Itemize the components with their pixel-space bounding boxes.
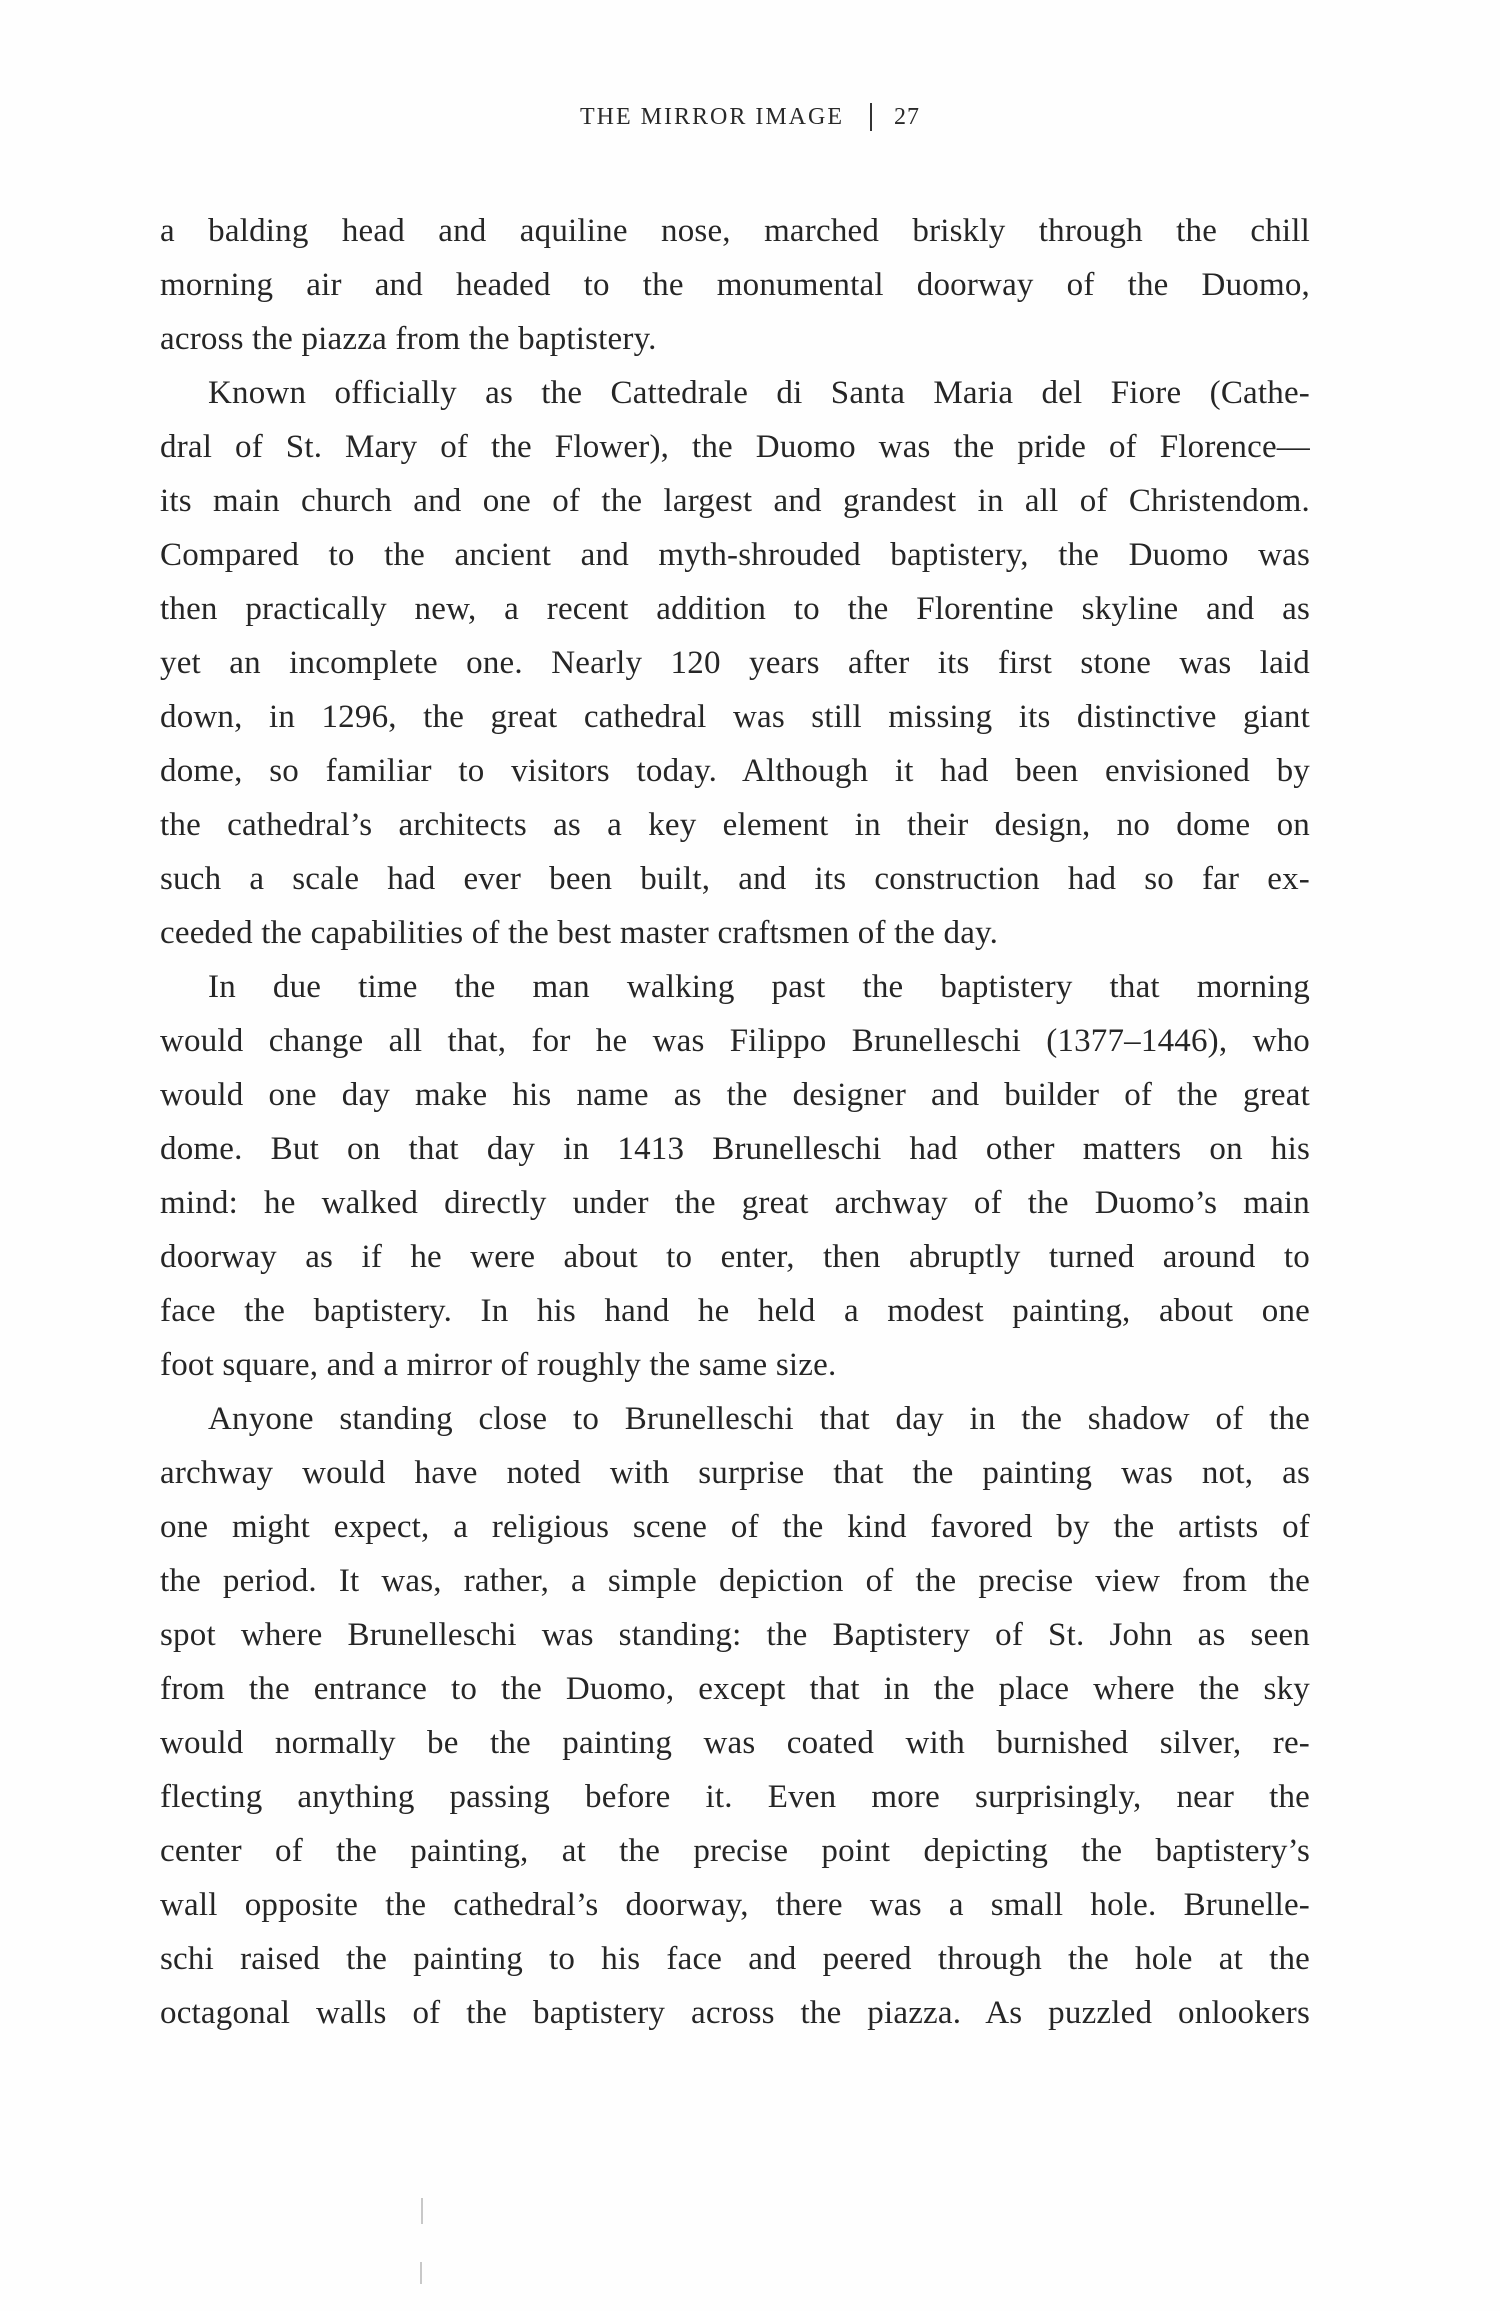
text-line: face the baptistery. In his hand he held a modest painting, about one (160, 1293, 1310, 1329)
running-head-title: THE MIRROR IMAGE (580, 104, 844, 130)
page-number: 27 (894, 104, 920, 130)
text-line: dome. But on that day in 1413 Brunelleschi had other matters on his (160, 1131, 1310, 1167)
text-line: center of the painting, at the precise point depicting the baptistery’s (160, 1833, 1310, 1869)
text-line: would change all that, for he was Filippo Brunelleschi (1377–1446), who (160, 1023, 1310, 1059)
text-line: Compared to the ancient and myth-shrouded baptistery, the Duomo was (160, 537, 1310, 573)
text-line: foot square, and a mirror of roughly the same size. (160, 1347, 837, 1383)
text-line: archway would have noted with surprise that the painting was not, as (160, 1455, 1310, 1491)
text-line: dome, so familiar to visitors today. Although it had been envisioned by (160, 753, 1310, 789)
text-line: then practically new, a recent addition to the Florentine skyline and as (160, 591, 1310, 627)
text-line: such a scale had ever been built, and its construction had so far ex- (160, 861, 1310, 897)
text-line: its main church and one of the largest and grandest in all of Christendom. (160, 483, 1310, 519)
text-line: dral of St. Mary of the Flower), the Duomo was the pride of Florence— (160, 429, 1310, 465)
text-line: the period. It was, rather, a simple depiction of the precise view from the (160, 1563, 1310, 1599)
scan-artifact-mark (420, 2262, 422, 2284)
text-line: across the piazza from the baptistery. (160, 321, 657, 357)
text-line: doorway as if he were about to enter, then abruptly turned around to (160, 1239, 1310, 1275)
text-line: schi raised the painting to his face and peered through the hole at the (160, 1941, 1310, 1977)
scan-artifact-mark (421, 2198, 423, 2224)
text-line: ceeded the capabilities of the best master craftsmen of the day. (160, 915, 999, 951)
text-line: In due time the man walking past the baptistery that morning (208, 969, 1310, 1005)
text-line: one might expect, a religious scene of the kind favored by the artists of (160, 1509, 1310, 1545)
text-line: down, in 1296, the great cathedral was still missing its distinctive giant (160, 699, 1310, 735)
text-line: Known officially as the Cattedrale di Santa Maria del Fiore (Cathe- (208, 375, 1310, 411)
running-head-separator (870, 103, 872, 131)
text-line: the cathedral’s architects as a key element in their design, no dome on (160, 807, 1310, 843)
text-line: would normally be the painting was coated with burnished silver, re- (160, 1725, 1310, 1761)
text-line: from the entrance to the Duomo, except that in the place where the sky (160, 1671, 1310, 1707)
body-text (160, 204, 1310, 2040)
text-line: spot where Brunelleschi was standing: the Baptistery of St. John as seen (160, 1617, 1310, 1653)
text-line: mind: he walked directly under the great archway of the Duomo’s main (160, 1185, 1310, 1221)
text-line: octagonal walls of the baptistery across the piazza. As puzzled onlookers (160, 1995, 1310, 2031)
text-line: yet an incomplete one. Nearly 120 years after its first stone was laid (160, 645, 1310, 681)
text-line: Anyone standing close to Brunelleschi that day in the shadow of the (208, 1401, 1310, 1437)
running-head (0, 100, 1500, 134)
text-line: a balding head and aquiline nose, marched briskly through the chill (160, 213, 1310, 249)
text-line: wall opposite the cathedral’s doorway, there was a small hole. Brunelle- (160, 1887, 1310, 1923)
text-line: morning air and headed to the monumental doorway of the Duomo, (160, 267, 1310, 303)
text-line: would one day make his name as the designer and builder of the great (160, 1077, 1310, 1113)
text-line: flecting anything passing before it. Even more surprisingly, near the (160, 1779, 1310, 1815)
